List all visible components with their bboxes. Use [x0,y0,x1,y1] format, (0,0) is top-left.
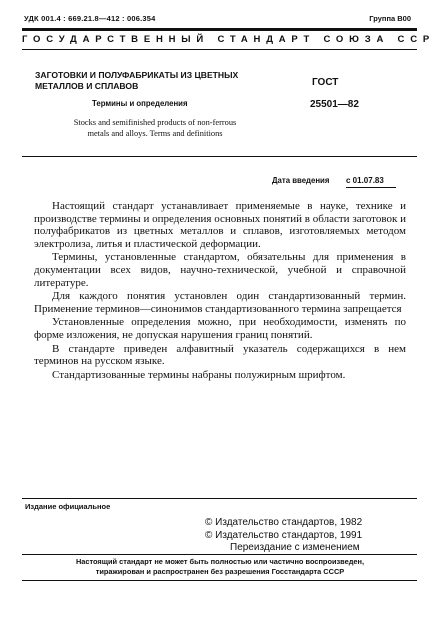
notice-rule-bottom [22,580,417,581]
reproduction-notice [24,557,416,577]
title-ru-line2: МЕТАЛЛОВ И СПЛАВОВ [35,81,139,91]
copyright-1982: © Издательство стандартов, 1982 [205,517,363,528]
official-edition-label: Издание официальное [25,502,111,511]
title-en [25,118,285,139]
title-ru [35,70,270,92]
subtitle-ru: Термины и определения [92,99,188,108]
state-standard-banner: ГОСУДАРСТВЕННЫЙ СТАНДАРТ СОЮЗА ССР [22,34,436,45]
copyright-1991: © Издательство стандартов, 1991 [205,530,363,541]
group-code: Группа В00 [369,14,411,23]
intro-date-label: Дата введения [272,176,330,185]
title-en-line2: metals and alloys. Terms and definitions [87,128,223,138]
reprint-note: Переиздание с изменением [230,542,360,553]
notice-line1: Настоящий стандарт не может быть полностью или частично воспроизведен, [75,557,365,566]
paragraph: Установленные определения можно, при необходимости, изменять по форме изложения, не допуская нарушения границ понятий. [34,316,406,341]
intro-date-value: с 01.07.83 [346,176,384,185]
notice-line2: тиражирован и распространен без разрешения Госстандарта СССР [95,567,345,576]
title-rule [22,156,417,157]
banner-rule [22,49,417,50]
title-ru-line1: ЗАГОТОВКИ И ПОЛУФАБРИКАТЫ ИЗ ЦВЕТНЫХ [35,70,239,80]
paragraph: Настоящий стандарт устанавливает применяемые в науке, технике и производстве термины и определения основных понятий в области заготовок и полуфабрикатов из цветных металлов и сплавов, изготовляемых методом электролиза, литья и пластической деформации. [34,200,406,250]
title-en-line1: Stocks and semifinished products of non-ferrous [73,118,237,127]
gost-label: ГОСТ [312,77,339,88]
paragraph: Для каждого понятия установлен один стандартизованный термин. Применение терминов—синонимов стандартизованного термина запрещается [34,290,406,315]
paragraph: Стандартизованные термины набраны полужирным шрифтом. [52,368,346,381]
udk-code: УДК 001.4 : 669.21.8—412 : 006.354 [24,14,156,23]
notice-rule-top [22,554,417,555]
body-text [34,200,406,382]
footer-rule [22,498,417,499]
top-rule [22,28,417,31]
gost-number: 25501—82 [310,99,359,110]
paragraph: В стандарте приведен алфавитный указатель содержащихся в нем терминов на русском языке. [34,342,406,368]
paragraph: Термины, установленные стандартом, обязательны для применения в документации всех видов, научно-технической, учебной и справочной литературе. [34,251,406,289]
intro-date-underline [346,187,396,188]
